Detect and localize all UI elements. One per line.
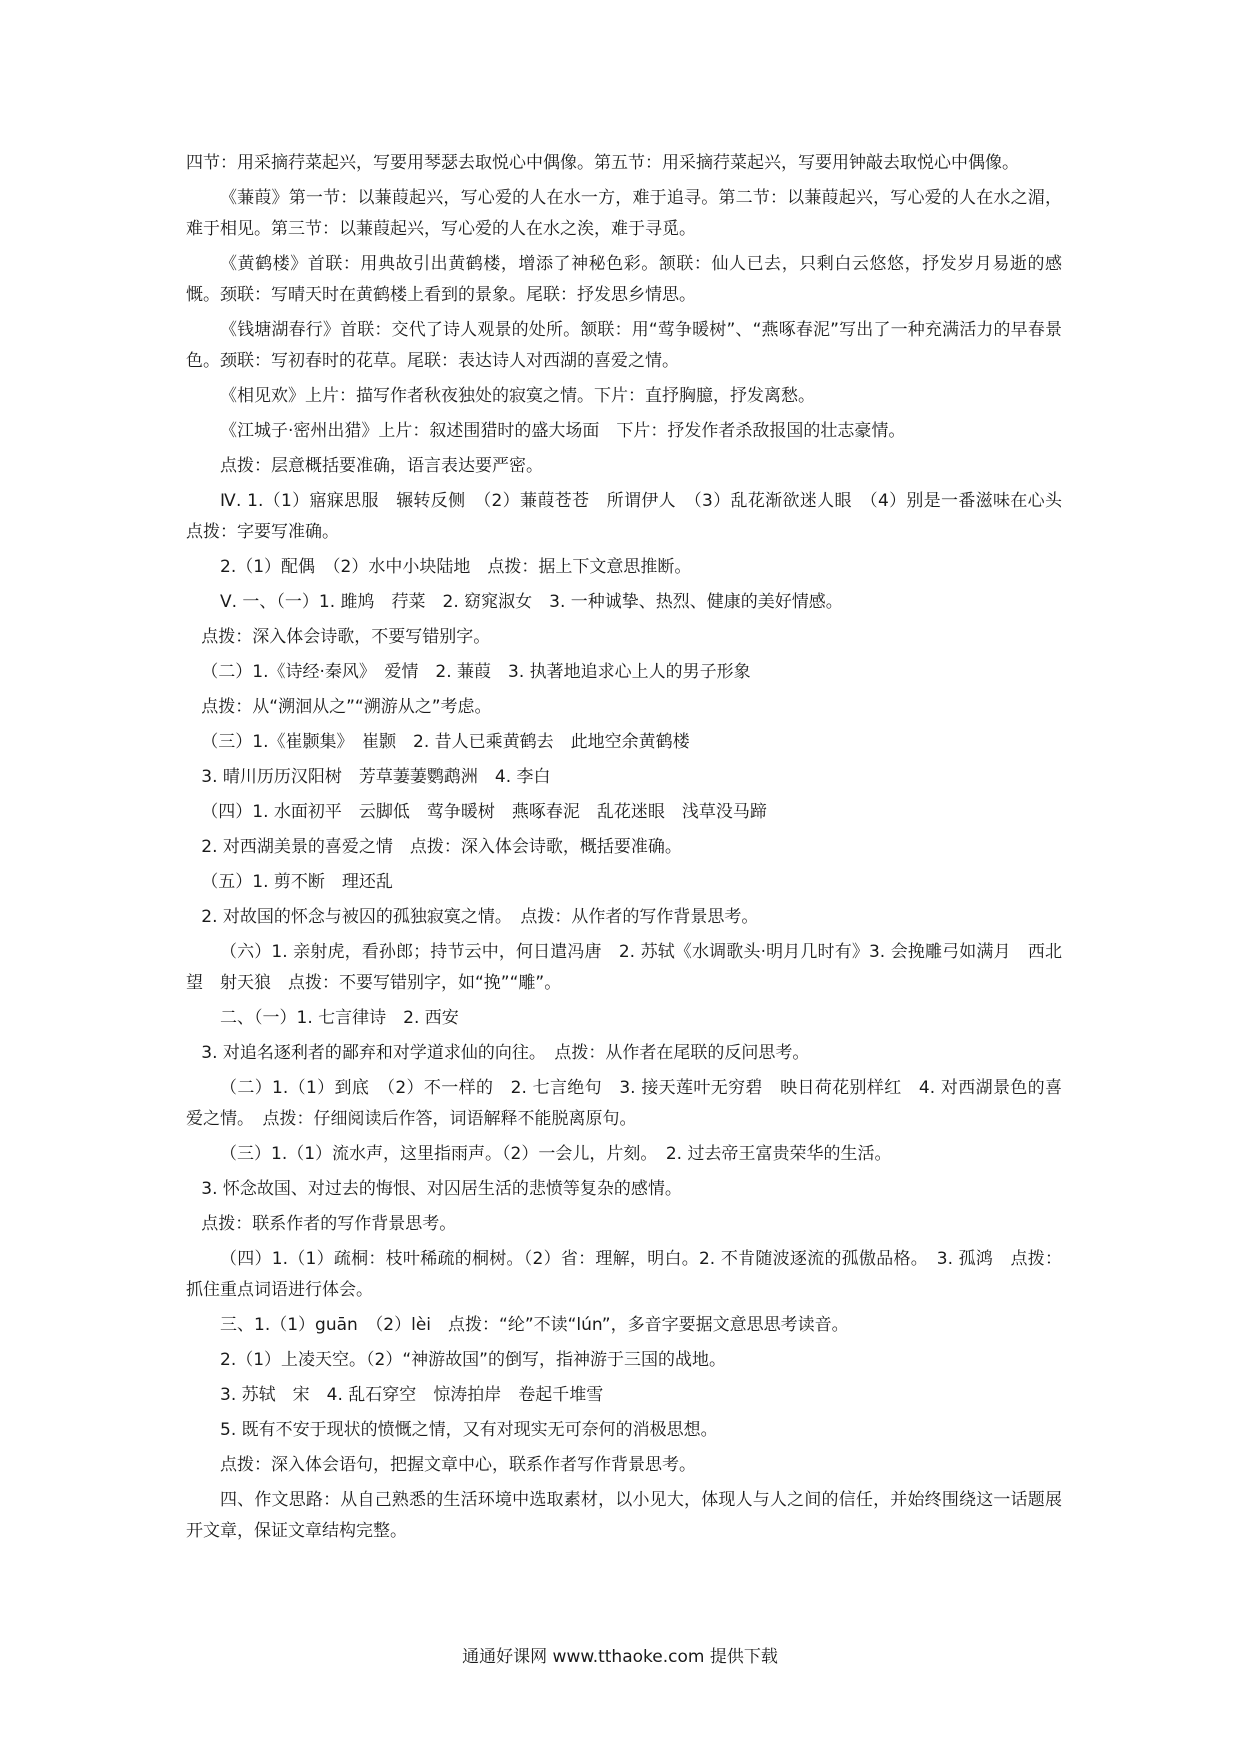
paragraph: 3. 怀念故国、对过去的悔恨、对囚居生活的悲愤等复杂的感情。 bbox=[201, 1179, 682, 1199]
paragraph: 2.（1）上凌天空。（2）“神游故国”的倒写，指神游于三国的战地。 bbox=[220, 1350, 726, 1370]
paragraph: 点拨：深入体会语句，把握文章中心，联系作者写作背景思考。 bbox=[220, 1455, 696, 1475]
paragraph: 5. 既有不安于现状的愤慨之情，又有对现实无可奈何的消极思想。 bbox=[220, 1420, 718, 1440]
answer-text-body bbox=[186, 148, 1079, 1551]
paragraph: 3. 晴川历历汉阳树 芳草萋萋鹦鹉洲 4. 李白 bbox=[201, 767, 551, 787]
paragraph: 3. 苏轼 宋 4. 乱石穿空 惊涛拍岸 卷起千堆雪 bbox=[220, 1385, 604, 1405]
paragraph: 点拨：联系作者的写作背景思考。 bbox=[201, 1214, 457, 1234]
paragraph: 2. 对故国的怀念与被囚的孤独寂寞之情。 点拨：从作者的写作背景思考。 bbox=[201, 907, 759, 927]
paragraph: （三）1.（1）流水声，这里指雨声。（2）一会儿，片刻。 2. 过去帝王富贵荣华的生活。 bbox=[220, 1144, 892, 1164]
page-footer: 通通好课网 www.tthaoke.com 提供下载 bbox=[462, 1647, 778, 1667]
paragraph: （六）1. 亲射虎，看孙郎；持节云中，何日遣冯唐 2. 苏轼《水调歌头·明月几时有》3. 会挽雕弓如满月 西北望 射天狼 点拨：不要写错别字，如“挽”“雕”。 bbox=[186, 942, 1062, 993]
paragraph: （三）1.《崔颢集》 崔颢 2. 昔人已乘黄鹤去 此地空余黄鹤楼 bbox=[201, 732, 690, 752]
paragraph: （二）1.（1）到底 （2）不一样的 2. 七言绝句 3. 接天莲叶无穷碧 映日荷花别样红 4. 对西湖景色的喜爱之情。 点拨：仔细阅读后作答，词语解释不能脱离原句。 bbox=[186, 1078, 1062, 1129]
paragraph: （四）1. 水面初平 云脚低 莺争暖树 燕啄春泥 乱花迷眼 浅草没马蹄 bbox=[201, 802, 767, 822]
paragraph: 四、作文思路：从自己熟悉的生活环境中选取素材，以小见大，体现人与人之间的信任，并始终围绕这一话题展开文章，保证文章结构完整。 bbox=[186, 1490, 1062, 1541]
paragraph: 2. 对西湖美景的喜爱之情 点拨：深入体会诗歌，概括要准确。 bbox=[201, 837, 682, 857]
paragraph: 点拨：层意概括要准确，语言表达要严密。 bbox=[220, 456, 543, 476]
paragraph: 3. 对追名逐利者的鄙弃和对学道求仙的向往。 点拨：从作者在尾联的反问思考。 bbox=[201, 1043, 810, 1063]
paragraph: Ⅳ. 1.（1）寤寐思服 辗转反侧 （2）蒹葭苍苍 所谓伊人 （3）乱花渐欲迷人眼 （4）别是一番滋味在心头 点拨：字要写准确。 bbox=[186, 491, 1079, 542]
paragraph: 三、1.（1）guān （2）lèi 点拨：“纶”不读“lún”，多音字要据文意思思考读音。 bbox=[220, 1315, 849, 1335]
paragraph: （五）1. 剪不断 理还乱 bbox=[201, 872, 393, 892]
paragraph: Ⅴ. 一、（一）1. 雎鸠 荇菜 2. 窈窕淑女 3. 一种诚挚、热烈、健康的美好情感。 bbox=[220, 592, 843, 612]
paragraph: 《黄鹤楼》首联：用典故引出黄鹤楼，增添了神秘色彩。颔联：仙人已去，只剩白云悠悠，抒发岁月易逝的感慨。颈联：写晴天时在黄鹤楼上看到的景象。尾联：抒发思乡情思。 bbox=[186, 254, 1062, 305]
paragraph: 《相见欢》上片：描写作者秋夜独处的寂寞之情。下片：直抒胸臆，抒发离愁。 bbox=[220, 386, 815, 406]
paragraph: 点拨：从“溯洄从之”“溯游从之”考虑。 bbox=[201, 697, 492, 717]
paragraph: （四）1.（1）疏桐：枝叶稀疏的桐树。（2）省：理解，明白。2. 不肯随波逐流的孤傲品格。 3. 孤鸿 点拨：抓住重点词语进行体会。 bbox=[186, 1249, 1062, 1300]
paragraph: 《蒹葭》第一节：以蒹葭起兴，写心爱的人在水一方，难于追寻。第二节：以蒹葭起兴，写心爱的人在水之湄，难于相见。第三节：以蒹葭起兴，写心爱的人在水之涘，难于寻觅。 bbox=[186, 188, 1062, 239]
paragraph: 四节：用采摘荇菜起兴，写要用琴瑟去取悦心中偶像。第五节：用采摘荇菜起兴，写要用钟敲去取悦心中偶像。 bbox=[186, 153, 1019, 173]
paragraph: 2.（1）配偶 （2）水中小块陆地 点拨：据上下文意思推断。 bbox=[220, 557, 692, 577]
paragraph: （二）1.《诗经·秦风》 爱情 2. 蒹葭 3. 执著地追求心上人的男子形象 bbox=[201, 662, 751, 682]
paragraph: 《钱塘湖春行》首联：交代了诗人观景的处所。颔联：用“莺争暖树”、“燕啄春泥”写出了一种充满活力的早春景色。颈联：写初春时的花草。尾联：表达诗人对西湖的喜爱之情。 bbox=[186, 320, 1062, 371]
paragraph: 点拨：深入体会诗歌，不要写错别字。 bbox=[201, 627, 491, 647]
paragraph: 二、（一）1. 七言律诗 2. 西安 bbox=[220, 1008, 459, 1028]
paragraph: 《江城子·密州出猎》上片：叙述围猎时的盛大场面 下片：抒发作者杀敌报国的壮志豪情。 bbox=[220, 421, 906, 441]
